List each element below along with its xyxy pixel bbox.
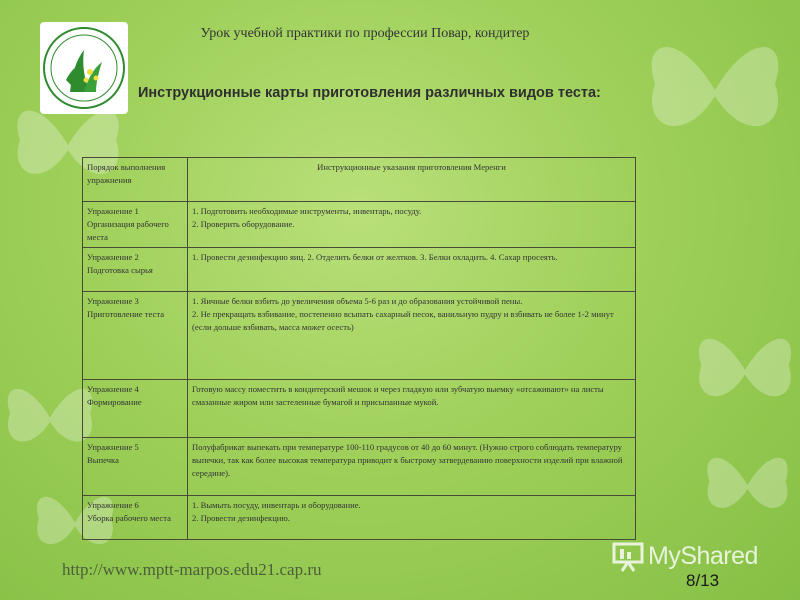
- watermark: [612, 540, 772, 570]
- step-number: Упражнение 4: [87, 384, 139, 394]
- watermark-text: MyShared: [648, 542, 758, 570]
- instruction-line: Готовую массу поместить в кондитерский мешок и через гладкую или зубчатую выемку «отсаживают» на листы смазанные жиром или застеленные бумагой и присыпанные мукой.: [192, 384, 604, 407]
- instruction-line: 2. Проверить оборудование.: [192, 219, 295, 229]
- instruction-cell: [188, 380, 636, 438]
- step-cell: [83, 202, 188, 248]
- page-title: Инструкционные карты приготовления различных видов теста:: [138, 85, 601, 101]
- step-cell: [83, 248, 188, 292]
- step-number: Упражнение 6: [87, 500, 139, 510]
- footer-url[interactable]: http://www.mptt-marpos.edu21.cap.ru: [62, 560, 322, 579]
- step-label: Организация рабочего места: [87, 219, 169, 242]
- table-row: [83, 438, 636, 496]
- instruction-line: 1. Провести дезинфекцию яиц. 2. Отделить белки от желтков. 3. Белки охладить. 4. Сахар просеять.: [192, 252, 558, 262]
- table-row: [83, 380, 636, 438]
- step-label: Формирование: [87, 397, 142, 407]
- butterfly-icon: [690, 320, 800, 420]
- step-number: Упражнение 2: [87, 252, 139, 262]
- instruction-cell: [188, 202, 636, 248]
- step-number: Упражнение 1: [87, 206, 139, 216]
- instruction-line: 1. Яичные белки взбить до увеличения объема 5-6 раз и до образования устойчивой пены.: [192, 296, 523, 306]
- header-title: Урок учебной практики по профессии Повар, кондитер: [200, 26, 530, 41]
- step-label: Уборка рабочего места: [87, 513, 171, 523]
- step-cell: [83, 292, 188, 380]
- college-logo: [40, 22, 128, 114]
- table-row: [83, 292, 636, 380]
- table-row: [83, 202, 636, 248]
- step-label: Приготовление теста: [87, 309, 165, 319]
- instruction-cell: [188, 292, 636, 380]
- step-cell: [83, 438, 188, 496]
- table-row: [83, 496, 636, 540]
- step-label: Выпечка: [87, 455, 119, 465]
- instruction-cell: [188, 248, 636, 292]
- step-number: Упражнение 3: [87, 296, 139, 306]
- table-header-row: [83, 158, 636, 202]
- instruction-line: 1. Подготовить необходимые инструменты, инвентарь, посуду.: [192, 206, 422, 216]
- instruction-cell: [188, 496, 636, 540]
- instruction-table: [82, 157, 636, 540]
- college-emblem-icon: [40, 22, 128, 114]
- column-header-order: Порядок выполнения упражнения: [83, 158, 188, 202]
- page-number: 8/13: [686, 571, 720, 590]
- step-number: Упражнение 5: [87, 442, 139, 452]
- instruction-line: Полуфабрикат выпекать при температуре 100-110 градусов от 40 до 60 минут. (Нужно строго соблюдать температуру выпечки, так как более высокая температура приводит к быстрому затвердеванию поверхности изделий при влажной середине).: [192, 442, 623, 478]
- butterfly-icon: [640, 20, 790, 160]
- instruction-line: 2. Провести дезинфекцию.: [192, 513, 290, 523]
- instruction-line: 1. Вымыть посуду, инвентарь и оборудование.: [192, 500, 361, 510]
- presentation-icon: [612, 542, 644, 572]
- step-cell: [83, 496, 188, 540]
- step-cell: [83, 380, 188, 438]
- table-row: [83, 248, 636, 292]
- instruction-line: 2. Не прекращать взбивание, постепенно всыпать сахарный песок, ванильную пудру и взбивать не более 1-2 минут (если дольше взбивать, масса может осесть): [192, 309, 614, 332]
- instruction-cell: [188, 438, 636, 496]
- butterfly-icon: [700, 440, 795, 530]
- column-header-instructions: Инструкционные указания приготовления Меренги: [188, 158, 636, 202]
- step-label: Подготовка сырья: [87, 265, 153, 275]
